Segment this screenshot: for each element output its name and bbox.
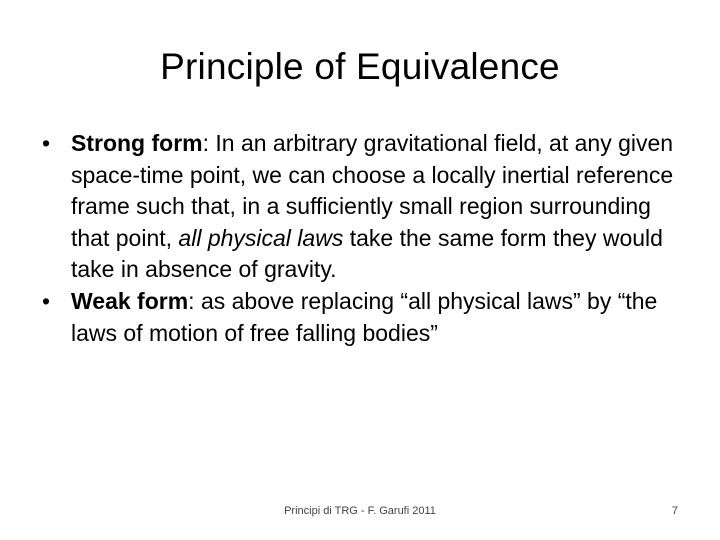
- slide-body: [36, 128, 691, 349]
- bullet-strong-form: [36, 128, 691, 286]
- page-number: 7: [671, 505, 678, 517]
- bullet-emphasis: all physical laws: [178, 224, 344, 251]
- slide-title: Principle of Equivalence: [160, 46, 560, 87]
- bullet-text-continued: take the same form they would take in absence of gravity.: [71, 224, 663, 283]
- bullet-text: : In an arbitrary gravitational field, at any given space-time point, we can choose a locally inertial reference frame such that, in a sufficiently small region surrounding that point,: [71, 130, 674, 251]
- bullet-term: Strong form: [71, 130, 203, 156]
- bullet-icon: •: [41, 287, 51, 314]
- bullet-icon: •: [41, 130, 51, 156]
- footer-text: Principi di TRG - F. Garufi 2011: [284, 505, 436, 517]
- bullet-weak-form: [36, 286, 691, 349]
- bullet-term: Weak form: [71, 287, 189, 314]
- bullet-text: : as above replacing “all physical laws” by “the laws of motion of free falling bodies”: [71, 287, 658, 346]
